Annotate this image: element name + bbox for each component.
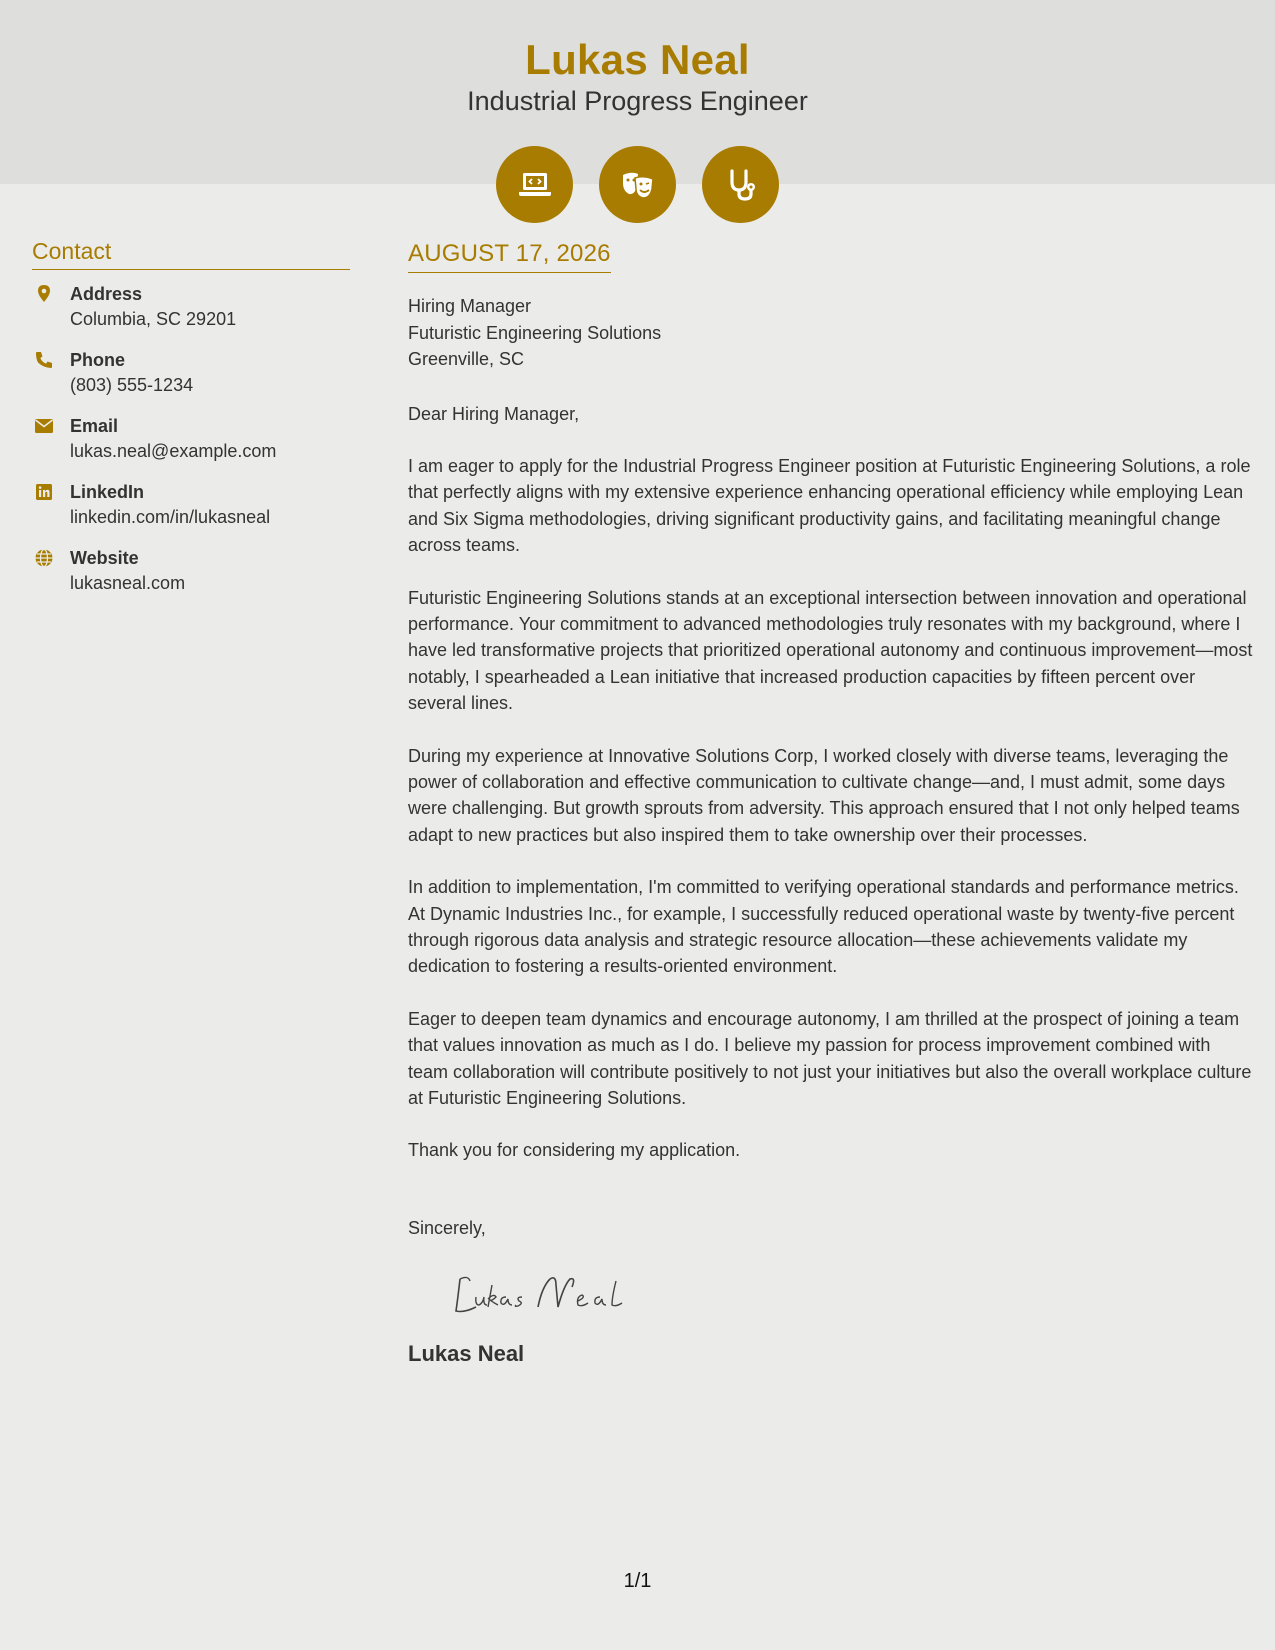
contact-value[interactable]: lukasneal.com xyxy=(70,573,186,593)
interest-icons xyxy=(0,146,1275,223)
contact-value: Columbia, SC 29201 xyxy=(70,309,237,329)
contact-label: Website xyxy=(70,548,139,568)
recipient-line: Hiring Manager xyxy=(408,296,532,316)
applicant-name: Lukas Neal xyxy=(525,36,750,83)
contact-value: (803) 555-1234 xyxy=(70,375,194,395)
map-pin-icon xyxy=(34,284,54,304)
globe-icon xyxy=(34,548,54,568)
contact-item-email xyxy=(32,414,350,464)
page-number: 1/1 xyxy=(623,1570,652,1592)
contact-item-linkedin xyxy=(32,480,350,530)
recipient-line: Greenville, SC xyxy=(408,349,525,369)
contact-label: LinkedIn xyxy=(70,482,145,502)
closing: Sincerely, xyxy=(408,1217,486,1238)
theater-masks-icon xyxy=(599,146,676,223)
sidebar xyxy=(32,238,350,612)
contact-label: Address xyxy=(70,284,143,304)
contact-item-address xyxy=(32,282,350,332)
laptop-code-icon xyxy=(496,146,573,223)
letter-date: AUGUST 17, 2026 xyxy=(408,240,611,273)
contact-heading: Contact xyxy=(32,238,350,270)
recipient-line: Futuristic Engineering Solutions xyxy=(408,322,662,343)
contact-item-phone xyxy=(32,348,350,398)
phone-icon xyxy=(34,350,54,370)
paragraph: Eager to deepen team dynamics and encourage autonomy, I am thrilled at the prospect of joining a team that values innovation as much as I do. I believe my passion for process improvement combined with team collaboration will contribute positively to not just your initiatives but also the overall workplace culture at Futuristic Engineering Solutions. xyxy=(408,1008,1252,1109)
contact-label: Email xyxy=(70,416,119,436)
greeting: Dear Hiring Manager, xyxy=(408,403,580,424)
paragraph: During my experience at Innovative Solutions Corp, I worked closely with diverse teams, leveraging the power of collaboration and effective communication to cultivate change—and, I must admit, some days were challenging. But growth sprouts from adversity. This approach ensured that I not only helped teams adapt to new practices but also inspired them to take ownership over their processes. xyxy=(408,745,1240,845)
paragraph: Thank you for considering my application. xyxy=(408,1140,741,1161)
applicant-title: Industrial Progress Engineer xyxy=(467,86,808,116)
contact-value[interactable]: lukas.neal@example.com xyxy=(70,441,277,461)
contact-list xyxy=(32,282,350,596)
stethoscope-icon xyxy=(702,146,779,223)
signed-name: Lukas Neal xyxy=(408,1340,525,1366)
paragraph: Futuristic Engineering Solutions stands at an exceptional intersection between innovation and operational performance. Your commitment to advanced methodologies truly resonates with my background, where I have led transformative projects that prioritized operational autonomy and continuous improvement—most notably, I spearheaded a Lean initiative that increased production capacities by fifteen percent over several lines. xyxy=(408,587,1253,714)
linkedin-icon xyxy=(34,482,54,502)
contact-item-website xyxy=(32,546,350,596)
contact-label: Phone xyxy=(70,350,126,370)
recipient-block xyxy=(408,293,1253,373)
paragraph: In addition to implementation, I'm committed to verifying operational standards and performance metrics. At Dynamic Industries Inc., for example, I successfully reduced operational waste by twenty-five percent through rigorous data analysis and strategic resource allocation—these achievements validate my dedication to fostering a results-oriented environment. xyxy=(408,877,1239,977)
letter-body xyxy=(408,240,1253,1367)
handwritten-signature xyxy=(446,1267,1253,1327)
envelope-icon xyxy=(34,416,54,436)
paragraph: I am eager to apply for the Industrial Progress Engineer position at Futuristic Engineering Solutions, a role that perfectly aligns with my extensive experience enhancing operational efficiency while employing Lean and Six Sigma methodologies, driving significant productivity gains, and facilitating meaningful change across teams. xyxy=(408,455,1251,556)
contact-value[interactable]: linkedin.com/in/lukasneal xyxy=(70,507,271,527)
